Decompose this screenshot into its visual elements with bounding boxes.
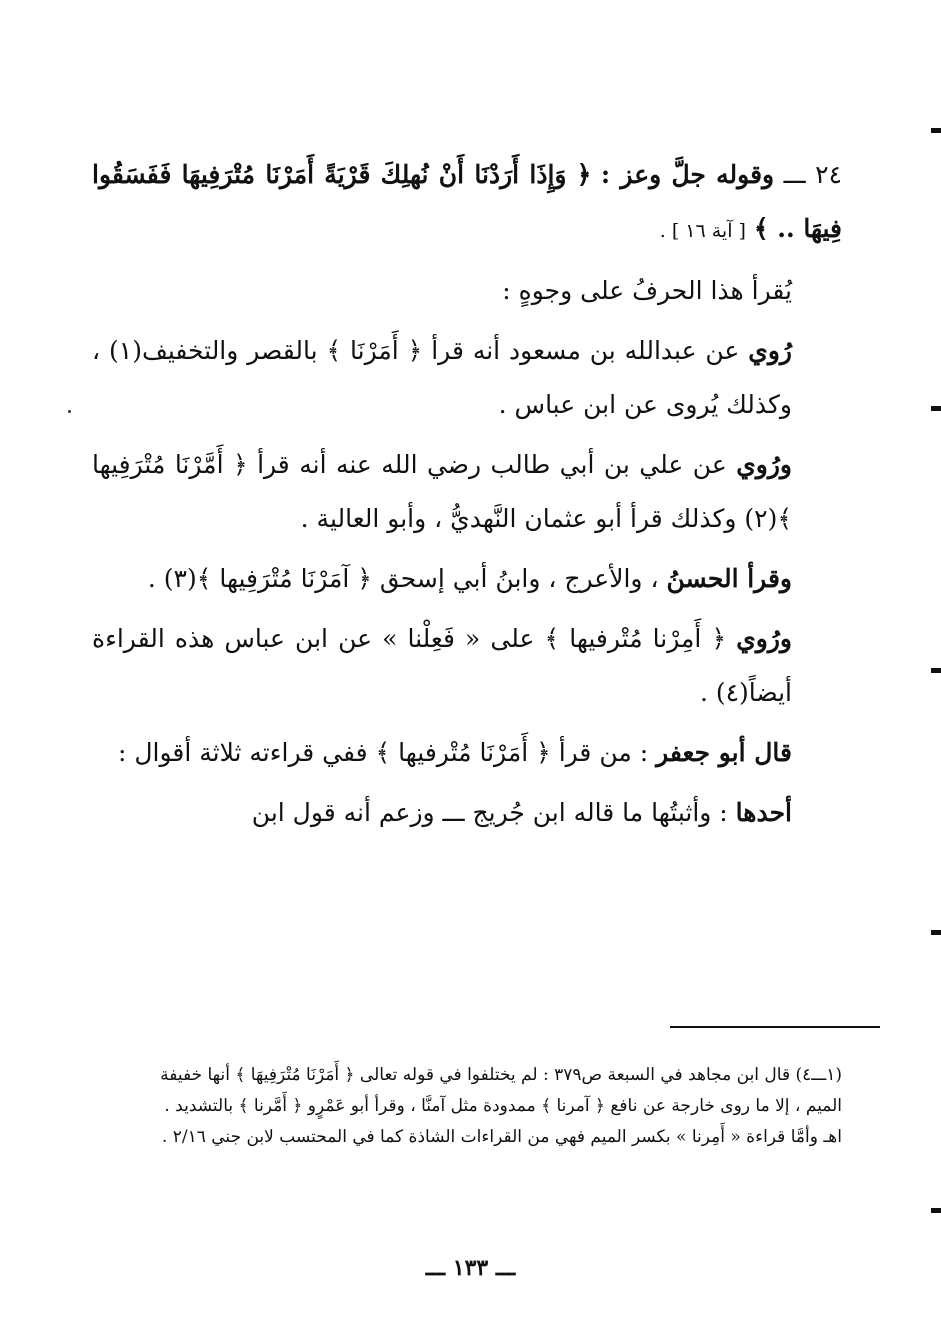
edge-mark — [931, 128, 941, 133]
edge-mark — [931, 1208, 941, 1213]
page-number: ـــ ١٣٣ ـــ — [425, 1255, 516, 1281]
paragraph-text: عن عبدالله بن مسعود أنه قرأ ﴿ أَمَرْنَا ﴾ بالقصر والتخفيف(١) ، وكذلك يُروى عن ابن عباس . — [92, 336, 792, 419]
scan-speck — [68, 410, 71, 413]
verse-reference: [ آية ١٦ ] . — [659, 220, 746, 242]
footnote-line: اهـ وأمَّا قراءة « أَمِرنا » بكسر الميم فهي من القراءات الشاذة كما في المحتسب لابن جني ٢/١٦ . — [161, 1127, 842, 1147]
paragraph-text: ، والأعرج ، وابنُ أبي إسحق ﴿ آمَرْنَا مُتْرَفِيها ﴾(٣) . — [147, 564, 659, 593]
footnote-separator — [670, 1026, 880, 1028]
edge-mark — [931, 668, 941, 673]
paragraph-lead: وقوله جلَّ وعز : — [600, 160, 775, 189]
paragraph-first-saying — [92, 786, 842, 840]
paragraph-intro — [92, 264, 842, 318]
footnote-line: الميم ، إلا ما روى خارجة عن نافع ﴿ آمرنا ﴾ ممدودة مثل آمنَّا ، وقرأ أبو عَمْرٍو ﴿ أَمَّرنا ﴾ بالتشديد . — [164, 1096, 842, 1116]
paragraph-lead: رُوي — [748, 336, 792, 365]
paragraph-ibn-abbas — [92, 612, 842, 720]
paragraph-text: : من قرأ ﴿ أَمَرْنَا مُتْرفيها ﴾ ففي قراءته ثلاثة أقوال : — [117, 738, 649, 767]
paragraph-text: ﴿ أَمِرْنا مُتْرفيها ﴾ على « فَعِلْنا » عن ابن عباس هذه القراءة أيضاً(٤) . — [92, 624, 792, 707]
paragraph-lead: أحدها — [735, 798, 792, 827]
paragraph-text: عن علي بن أبي طالب رضي الله عنه أنه قرأ ﴿ أَمَّرْنَا مُتْرَفِيها ﴾(٢) وكذلك قرأ أبو عثمان النَّهديُّ ، وأبو العالية . — [92, 450, 792, 533]
paragraph-lead: وقرأ الحسنُ — [666, 564, 792, 593]
paragraph-24 — [92, 148, 842, 258]
edge-mark — [931, 930, 941, 935]
paragraph-ali — [92, 438, 842, 546]
paragraph-hasan — [92, 552, 842, 606]
paragraph-ibn-masud — [92, 324, 842, 432]
paragraph-text: : وأثبتُها ما قاله ابن جُريج ـــ وزعم أنه قول ابن — [251, 798, 728, 827]
paragraph-lead: ورُوي — [736, 624, 793, 653]
paragraph-lead: ورُوي — [736, 450, 792, 479]
footnote — [100, 1060, 842, 1153]
item-number: ٢٤ ـــ — [783, 160, 842, 189]
paragraph-lead: قال أبو جعفر — [656, 738, 792, 767]
paragraph-abu-jafar — [92, 726, 842, 780]
paragraph-text: يُقرأ هذا الحرفُ على وجوهٍ : — [502, 276, 792, 305]
edge-mark — [931, 406, 941, 411]
footnote-line: (١ـــ٤) قال ابن مجاهد في السبعة ص٣٧٩ : لم يختلفوا في قوله تعالى ﴿ أَمَرْنَا مُتْرَفِيهَا ﴾ أنها خفيفة — [160, 1065, 842, 1085]
main-text — [92, 148, 842, 846]
quran-verse: ﴿ وَإِذَا أَرَدْنَا أَنْ نُهلِكَ قَرْيَةً أَمَرْنَا مُتْرَفِيهَا فَفَسَقُوا فِيهَا .. ﴾ — [92, 160, 842, 243]
